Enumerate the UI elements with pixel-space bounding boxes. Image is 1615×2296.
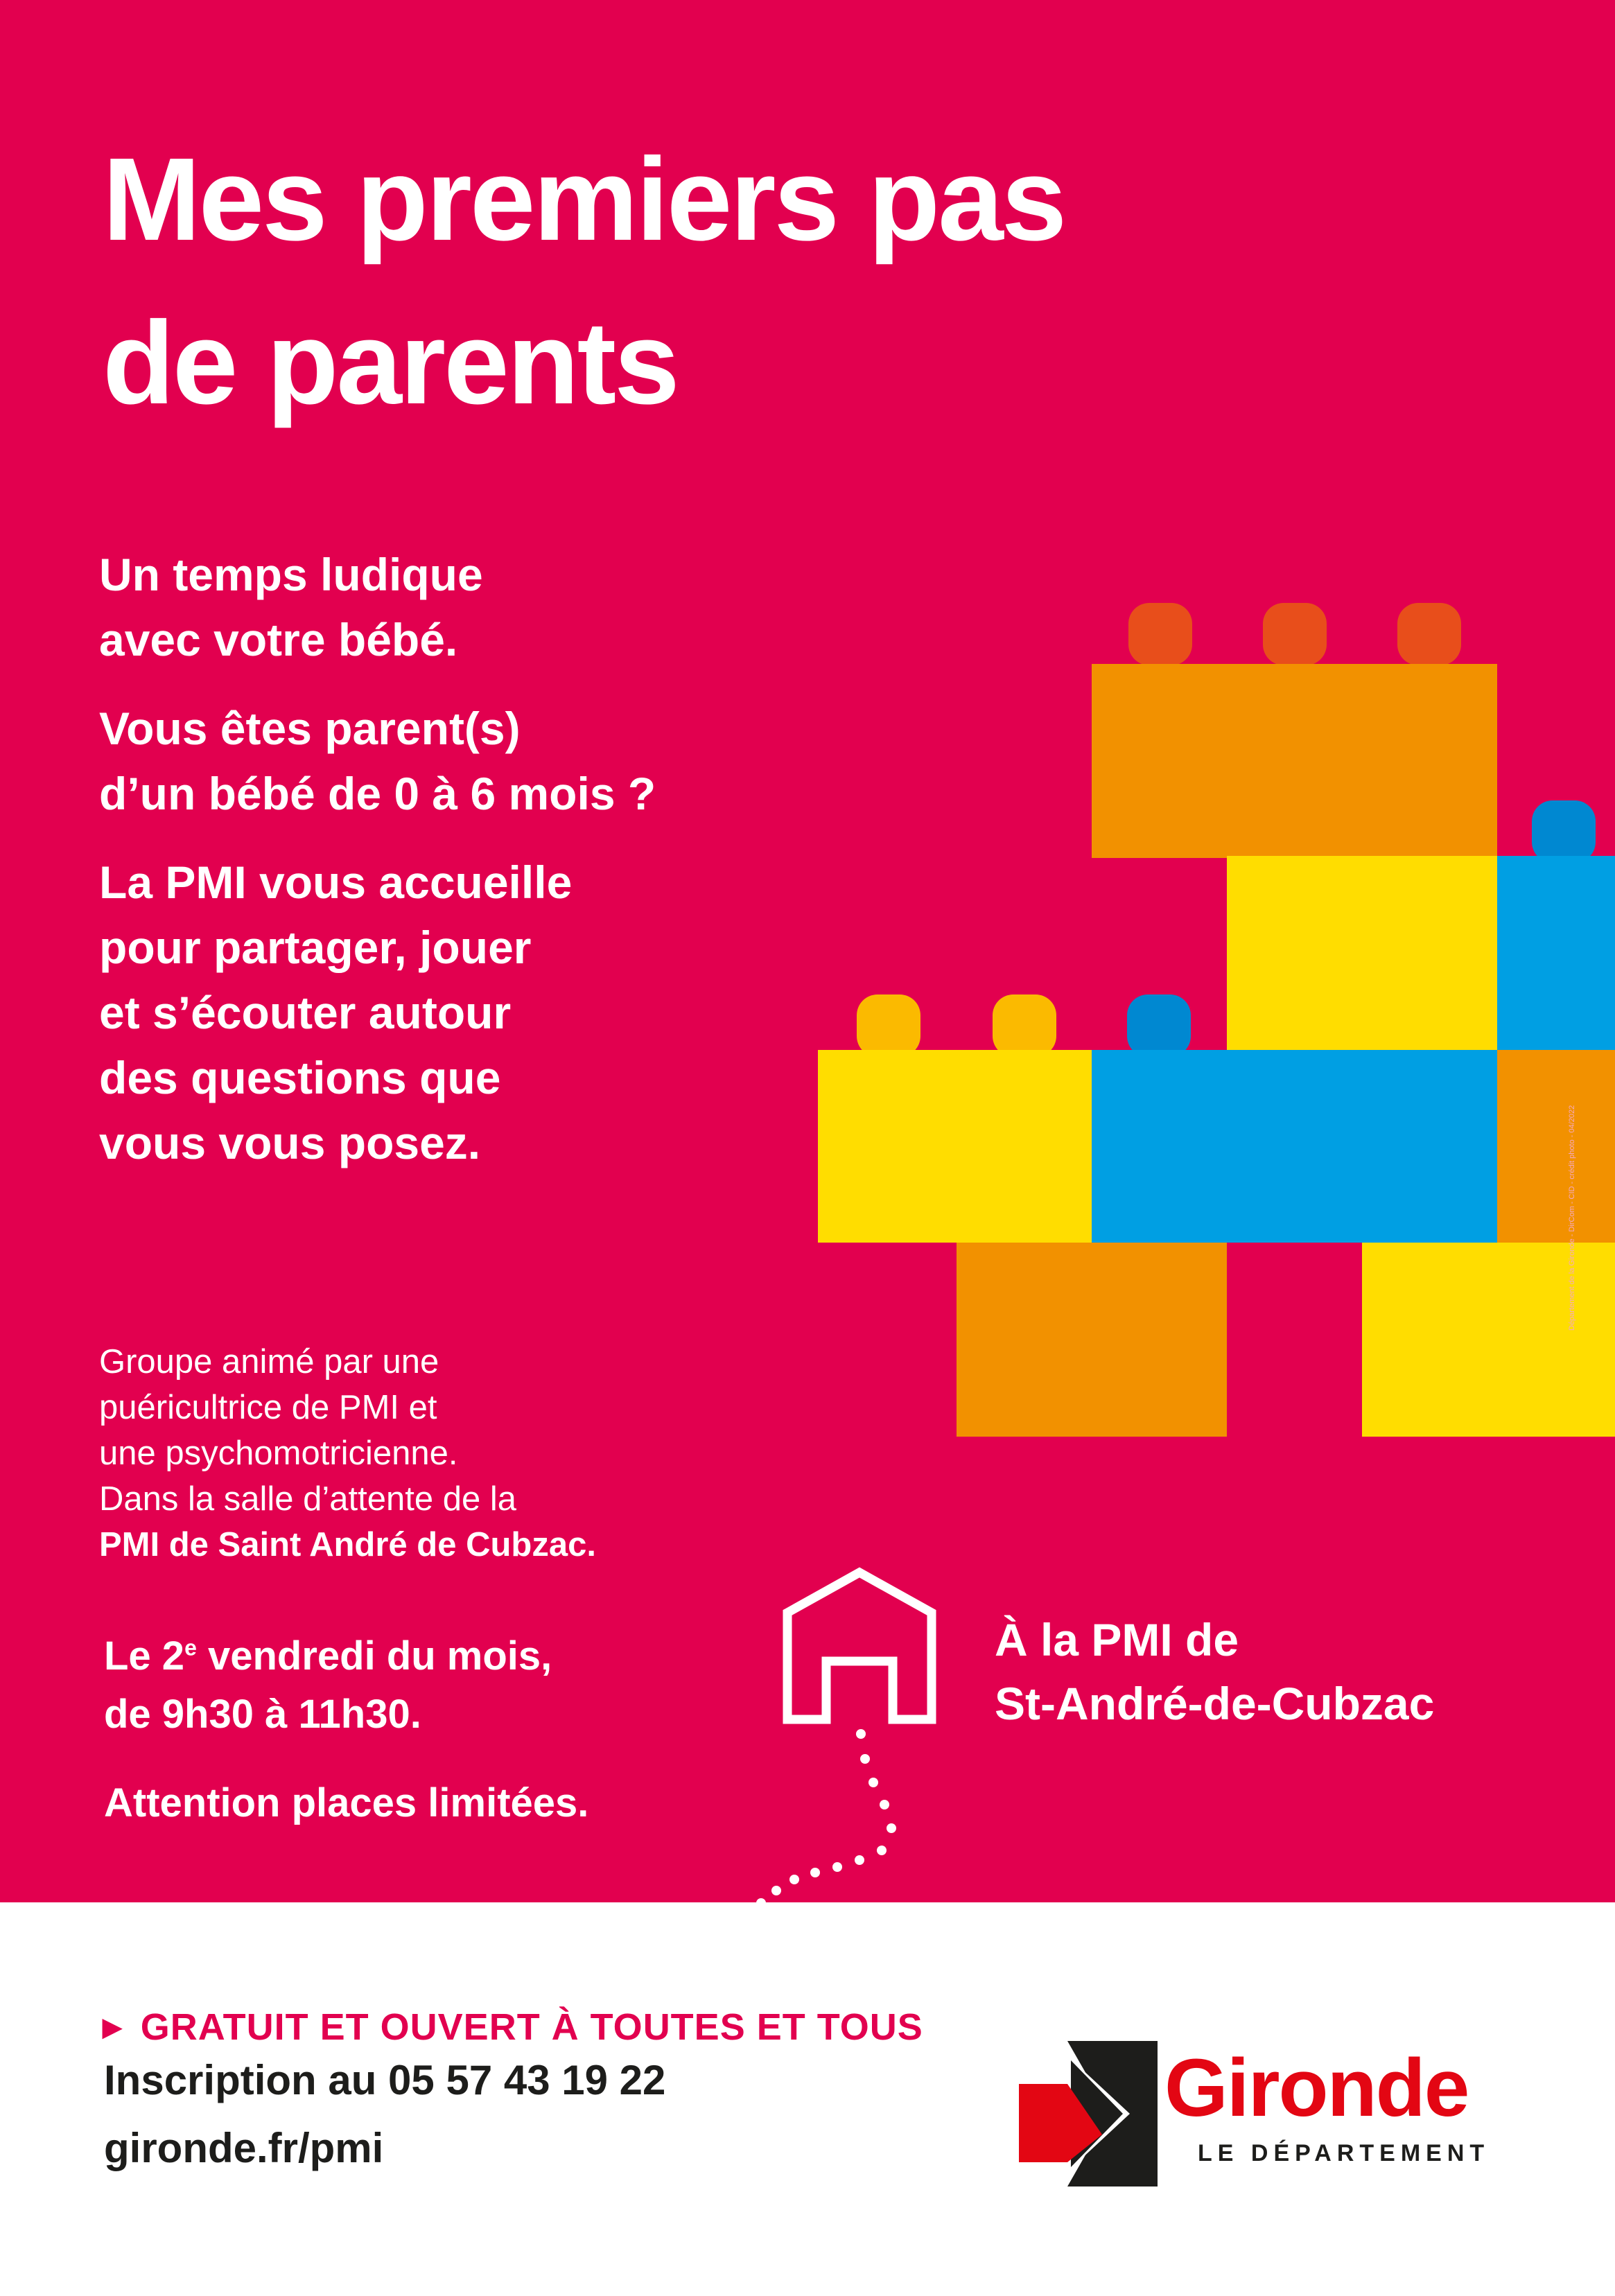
- intro-paragraph-1: Un temps ludique avec votre bébé.: [99, 549, 483, 665]
- intro-paragraph-3: La PMI vous accueille pour partager, jouer et s’écouter autour des questions que vous vous posez.: [99, 857, 573, 1168]
- brick-yellow-bottom: [1362, 1243, 1615, 1437]
- gironde-logo-mark: [1019, 2041, 1158, 2187]
- stud-top-2: [1263, 603, 1327, 665]
- gironde-logo: [1019, 2041, 1518, 2193]
- stud-left-2: [993, 994, 1056, 1057]
- credit-line: Département de la Gironde - DirCom - CID - crédit photo - 04/2022: [1568, 1105, 1576, 1331]
- logo-subtitle: LE DÉPARTEMENT: [1198, 2140, 1490, 2166]
- schedule-day: Le 2e vendredi du mois,: [104, 1633, 552, 1679]
- brick-orange-right: [1497, 1050, 1615, 1243]
- stud-blue-right: [1532, 800, 1596, 863]
- brick-orange-bottom: [957, 1243, 1227, 1437]
- play-arrow-icon: ▶: [103, 2013, 123, 2041]
- brick-orange-top: [1092, 664, 1497, 858]
- registration-phone: Inscription au 05 57 43 19 22: [104, 2057, 666, 2103]
- house-icon: [776, 1563, 943, 1729]
- logo-name: Gironde: [1164, 2042, 1469, 2134]
- schedule: [104, 1627, 728, 1832]
- intro-text: [99, 542, 792, 1199]
- intro-paragraph-2: Vous êtes parent(s) d’un bébé de 0 à 6 mois ?: [99, 703, 656, 819]
- group-description: Groupe animé par une puéricultrice de PMI et une psychomotricienne. Dans la salle d’attente de la PMI de Saint André de Cubzac.: [99, 1339, 723, 1568]
- brick-blue-right: [1497, 856, 1615, 1051]
- pmi-location-name: PMI de Saint André de Cubzac.: [99, 1526, 596, 1563]
- dotted-path: [728, 1719, 950, 1913]
- free-access-banner: ▶ GRATUIT ET OUVERT À TOUTES ET TOUS: [103, 2003, 923, 2051]
- title-line-2: de parents: [103, 297, 678, 429]
- website-link[interactable]: gironde.fr/pmi: [104, 2125, 384, 2171]
- title-line-1: Mes premiers pas: [103, 134, 1065, 265]
- stud-top-3: [1397, 603, 1461, 665]
- toy-bricks-illustration: [818, 603, 1615, 1441]
- stud-left-3: [1127, 994, 1191, 1057]
- brick-yellow-middle: [1227, 856, 1497, 1051]
- brick-yellow-left: [818, 1050, 1092, 1243]
- schedule-hours: de 9h30 à 11h30.: [104, 1692, 421, 1737]
- limited-places-warning: Attention places limitées.: [104, 1780, 589, 1825]
- poster-title: [103, 118, 1065, 445]
- stud-top-1: [1128, 603, 1192, 665]
- location-label: À la PMI de St-André-de-Cubzac: [995, 1614, 1435, 1729]
- stud-left-1: [857, 994, 920, 1057]
- brick-blue-long: [1092, 1050, 1497, 1243]
